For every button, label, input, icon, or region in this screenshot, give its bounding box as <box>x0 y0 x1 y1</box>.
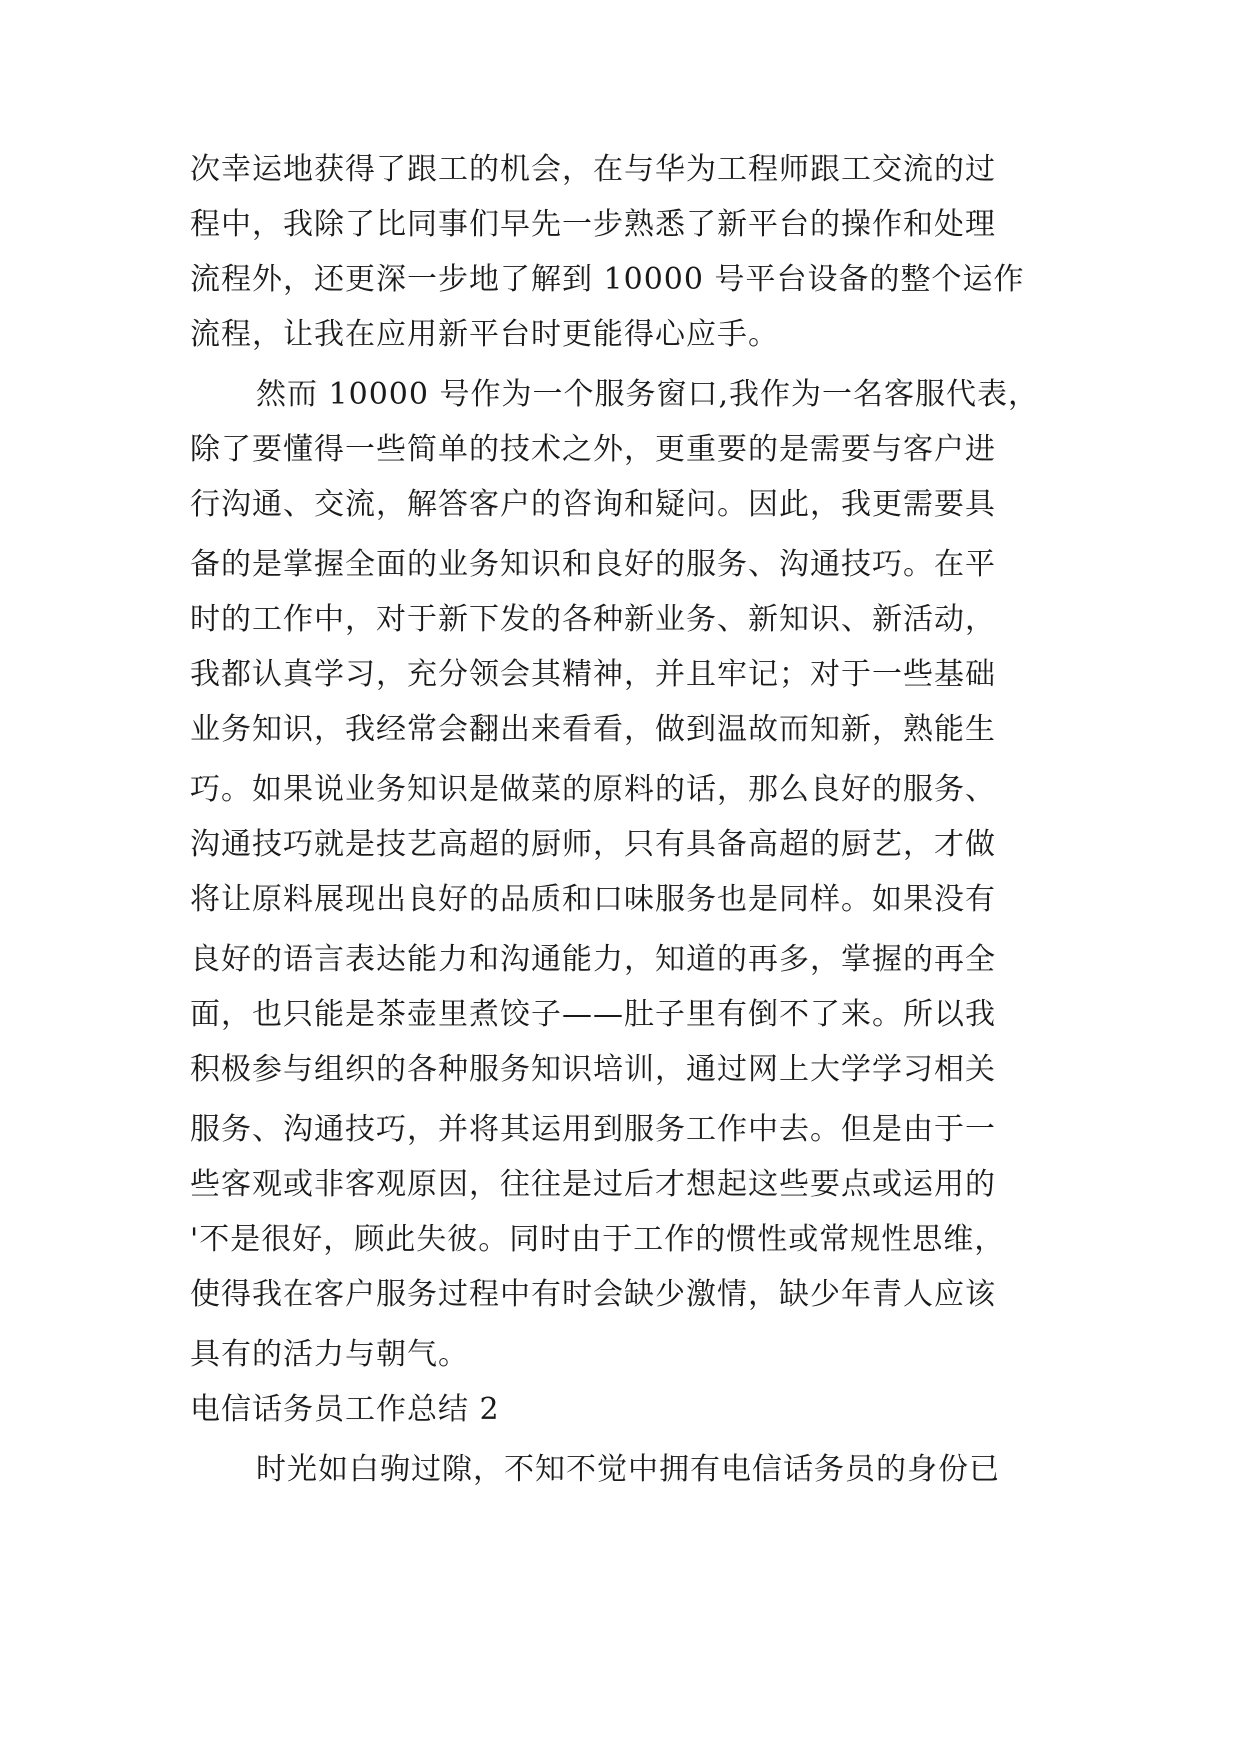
paragraph-line: 时的工作中，对于新下发的各种新业务、新知识、新活动， <box>190 602 996 637</box>
paragraph-line: 巧。如果说业务知识是做菜的原料的话，那么良好的服务、 <box>190 772 996 807</box>
paragraph-line: 程中，我除了比同事们早先一步熟悉了新平台的操作和处理 <box>190 207 996 242</box>
paragraph-line: 积极参与组织的各种服务知识培训，通过网上大学学习相关 <box>190 1052 996 1087</box>
paragraph-line: 良好的语言表达能力和沟通能力，知道的再多，掌握的再全 <box>190 942 996 977</box>
paragraph-line: 面，也只能是茶壶里煮饺子——肚子里有倒不了来。所以我 <box>190 997 996 1032</box>
paragraph-line: 除了要懂得一些简单的技术之外，更重要的是需要与客户进 <box>190 432 996 467</box>
paragraph-line: 将让原料展现出良好的品质和口味服务也是同样。如果没有 <box>190 882 996 917</box>
paragraph-line: 服务、沟通技巧，并将其运用到服务工作中去。但是由于一 <box>190 1112 996 1147</box>
paragraph-line: 流程外，还更深一步地了解到 10000 号平台设备的整个运作 <box>190 262 1025 297</box>
paragraph-line: 时光如白驹过隙，不知不觉中拥有电信话务员的身份已 <box>256 1452 1000 1487</box>
paragraph-line: 我都认真学习，充分领会其精神，并且牢记；对于一些基础 <box>190 657 996 692</box>
paragraph-line: '不是很好，顾此失彼。同时由于工作的惯性或常规性思维， <box>190 1222 1006 1257</box>
paragraph-line: 业务知识，我经常会翻出来看看，做到温故而知新，熟能生 <box>190 712 996 747</box>
paragraph-line: 使得我在客户服务过程中有时会缺少激情，缺少年青人应该 <box>190 1277 996 1312</box>
paragraph-line: 备的是掌握全面的业务知识和良好的服务、沟通技巧。在平 <box>190 547 996 582</box>
paragraph-line: 流程，让我在应用新平台时更能得心应手。 <box>190 317 779 352</box>
paragraph-line: 次幸运地获得了跟工的机会，在与华为工程师跟工交流的过 <box>190 152 996 187</box>
paragraph-line: 然而 10000 号作为一个服务窗口,我作为一名客服代表， <box>256 377 1040 412</box>
section-heading: 电信话务员工作总结 2 <box>190 1392 500 1427</box>
paragraph-line: 行沟通、交流，解答客户的咨询和疑问。因此，我更需要具 <box>190 487 996 522</box>
paragraph-line: 些客观或非客观原因，往往是过后才想起这些要点或运用的 <box>190 1167 996 1202</box>
paragraph-line: 具有的活力与朝气。 <box>190 1337 469 1372</box>
paragraph-line: 沟通技巧就是技艺高超的厨师，只有具备高超的厨艺，才做 <box>190 827 996 862</box>
